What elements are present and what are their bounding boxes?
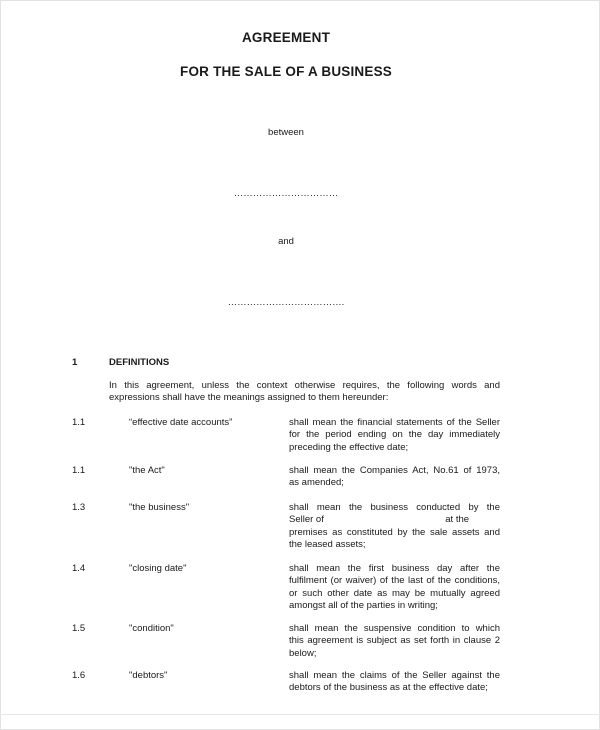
definition-line: this agreement is subject as set forth in clause 2	[289, 635, 500, 647]
definition-line: for the period ending on the day immediately	[289, 429, 500, 441]
intro-line: expressions shall have the meanings assigned to them hereunder:	[109, 392, 389, 404]
definition-line: debtors of the business as at the effective date;	[289, 682, 488, 694]
party-1-blank: ……………………………	[233, 188, 339, 199]
intro-line: In this agreement, unless the context otherwise requires, the following words and	[109, 380, 500, 391]
document-title: AGREEMENT	[241, 30, 331, 45]
definition-text	[289, 465, 500, 490]
definition-line: as amended;	[289, 477, 344, 489]
definition-text	[289, 502, 500, 551]
definition-line: shall mean the Companies Act, No.61 of 1973,	[289, 465, 500, 476]
definition-number: 1.5	[72, 623, 86, 634]
definition-line: shall mean the suspensive condition to which	[289, 623, 500, 634]
definition-line: amongst all of the parties in writing;	[289, 599, 438, 611]
definition-term: "the business"	[129, 502, 190, 513]
document-subtitle: FOR THE SALE OF A BUSINESS	[180, 64, 392, 79]
definition-text	[289, 417, 500, 454]
definition-line: premises as constituted by the sale assets and	[289, 526, 500, 538]
definition-number: 1.1	[72, 465, 86, 476]
and-text: and	[278, 236, 294, 247]
definition-term: "debtors"	[129, 670, 168, 681]
party-2-blank: ……………………………….	[227, 297, 345, 308]
definition-term: “effective date accounts”	[129, 417, 233, 428]
definition-line: Seller of at the	[289, 514, 470, 526]
definition-text	[289, 670, 500, 695]
definition-term: "condition"	[129, 623, 174, 634]
definition-line: shall mean the first business day after the	[289, 563, 500, 574]
definition-term: "closing date"	[129, 563, 187, 574]
page-bottom-divider	[0, 714, 600, 715]
definition-line: shall mean the claims of the Seller against the	[289, 670, 500, 681]
definition-text	[289, 563, 500, 612]
definition-line: below;	[289, 647, 317, 659]
definition-line: shall mean the financial statements of the Seller	[289, 417, 500, 428]
definition-number: 1.4	[72, 563, 86, 574]
definition-line: preceding the effective date;	[289, 441, 409, 453]
definition-number: 1.1	[72, 417, 86, 428]
definition-number: 1.6	[72, 670, 86, 681]
definition-term: "the Act"	[129, 465, 165, 476]
definition-line: or such other date as may be mutually agreed	[289, 587, 500, 599]
between-text: between	[268, 127, 304, 138]
definition-line: fulfilment (or waiver) of the last of the conditions,	[289, 575, 500, 587]
definition-line: shall mean the business conducted by the	[289, 502, 500, 513]
definition-line: the leased assets;	[289, 538, 366, 550]
section-title: DEFINITIONS	[109, 357, 170, 368]
definition-number: 1.3	[72, 502, 86, 513]
definition-text	[289, 623, 500, 660]
intro-paragraph	[109, 380, 500, 405]
section-number: 1	[72, 357, 78, 368]
